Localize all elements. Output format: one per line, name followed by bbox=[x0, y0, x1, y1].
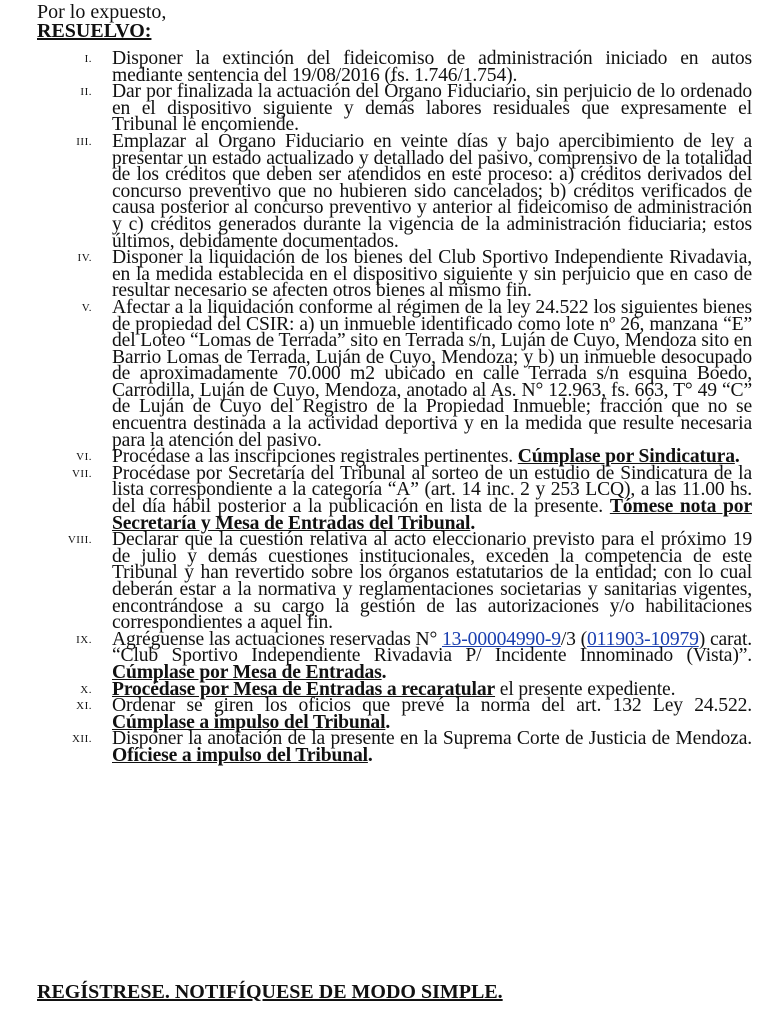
resolution-item-11 bbox=[0, 695, 752, 733]
item-text: Emplazar al Órgano Fiduciario en veinte días y bajo apercibimiento de ley a presentar un estado actualizado y detallado del pasivo, comprensivo de la totalidad de los créditos que deben ser atendidos en este proceso: a) créditos derivados del concurso preventivo que no hubieren sido cancelados; b) créditos verificados de causa posterior al concurso preventivo y anterior al fideicomiso de administración y c) créditos generados durante la vigencia de la administración fiduciaria; estos últimos, debidamente documentados. bbox=[112, 130, 752, 252]
item-number: XII. bbox=[71, 733, 92, 746]
item-emphasis-end: . bbox=[470, 512, 476, 534]
item-text: Procédase a las inscripciones registrales pertinentes. bbox=[112, 446, 514, 468]
item-text-mid: /3 ( bbox=[560, 628, 587, 650]
item-emphasis-end: . bbox=[381, 661, 387, 683]
resolution-item-1 bbox=[0, 48, 752, 86]
item-emphasis: Cúmplase por Mesa de Entradas bbox=[112, 661, 382, 683]
item-text: el presente expediente. bbox=[499, 678, 676, 700]
item-emphasis: Cúmplase por Sindicatura bbox=[517, 446, 735, 468]
item-number: VII. bbox=[71, 467, 92, 480]
item-text: Disponer la liquidación de los bienes del Club Sportivo Independiente Rivadavia, en la medida establecida en el dispositivo siguiente y sin perjuicio que en caso de resultar necesario se afecten otros bienes al mismo fin. bbox=[112, 247, 752, 302]
item-text: Declarar que la cuestión relativa al acto eleccionario previsto para el próximo 19 de julio y demás cuestiones institucionales, exceden la competencia de este Tribunal y han revertido sobre los órganos estatutarios de la entidad; con lo cual deberán estar a la normativa y reglamentaciones societarias y sanitarias vigentes, encontrándose a su cargo la gestión de las autorizaciones y/o habilitaciones correspondientes a aquel fin. bbox=[112, 529, 752, 634]
closing-order: REGÍSTRESE. NOTIFÍQUESE DE MODO SIMPLE. bbox=[37, 981, 503, 1003]
case-link-1[interactable]: 13-00004990-9 bbox=[442, 628, 561, 650]
item-text: Disponer la anotación de la presente en la Suprema Corte de Justicia de Mendoza. bbox=[112, 728, 752, 750]
resolution-item-7 bbox=[0, 462, 752, 534]
item-number: IV. bbox=[77, 252, 92, 265]
resolution-item-4 bbox=[0, 247, 752, 302]
item-text-post: ) carat. “Club Sportivo Independiente Rivadavia P/ Incidente Innominado (Vista)”. bbox=[112, 628, 752, 667]
item-emphasis: Procédase por Mesa de Entradas a recaratular bbox=[112, 678, 496, 700]
item-emphasis: Cúmplase a impulso del Tribunal bbox=[112, 711, 386, 733]
item-text: Dar por finalizada la actuación del Órgano Fiduciario, sin perjuicio de lo ordenado en el dispositivo siguiente y demás labores residuales que expresamente el Tribunal le encomiende. bbox=[112, 81, 752, 136]
item-text: Agréguense las actuaciones reservadas N° bbox=[112, 628, 438, 650]
item-text: Disponer la extinción del fideicomiso de administración iniciado en autos mediante sentencia del 19/08/2016 (fs. 1.746/1.754). bbox=[112, 48, 752, 86]
resolution-list bbox=[0, 48, 768, 766]
item-number: III. bbox=[76, 135, 92, 148]
item-number: XI. bbox=[76, 700, 92, 713]
item-emphasis-end: . bbox=[367, 744, 373, 766]
item-number: I. bbox=[84, 53, 92, 65]
item-text: Ordenar se giren los oficios que prevé la norma del art. 132 Ley 24.522. bbox=[112, 695, 752, 717]
resolution-item-3 bbox=[0, 130, 752, 252]
item-number: X. bbox=[80, 683, 92, 696]
resolution-item-9 bbox=[0, 628, 752, 683]
item-text: Procédase por Secretaría del Tribunal al sorteo de un estudio de Sindicatura de la lista correspondiente a la categoría “A” (art. 14 inc. 2 y 253 LCQ), a las 11.00 hs. del día hábil posterior a la publicación en lista de la presente. bbox=[112, 462, 752, 518]
item-number: VIII. bbox=[67, 534, 92, 547]
item-emphasis: Ofíciese a impulso del Tribunal bbox=[112, 744, 368, 766]
item-number: V. bbox=[81, 301, 92, 314]
resolution-item-8 bbox=[0, 529, 752, 634]
case-link-2[interactable]: 011903-10979 bbox=[587, 628, 699, 650]
item-text: Afectar a la liquidación conforme al régimen de la ley 24.522 los siguientes bienes de propiedad del CSIR: a) un inmueble identificado como lote nº 26, manzana “E” del Loteo “Lomas de Terrada” sito en Terrada s/n, Luján de Cuyo, Mendoza sito en Barrio Lomas de Terrada, Luján de Cuyo, Mendoza; y b) un inmueble desocupado de aproximadamente 70.000 m2 ubicado en calle Terrada s/n esquina Boedo, Carrodilla, Luján de Cuyo, Mendoza, anotado al As. N° 12.963, fs. 663, T° 49 “C” de Luján de Cuyo del Registro de la Propiedad Inmueble; fracción que no se encuentra destinada a la actividad deportiva y en la medida que resulte necesaria para la atención del pasivo. bbox=[112, 296, 752, 451]
item-emphasis: Tómese nota por Secretaría y Mesa de Entradas del Tribunal bbox=[112, 496, 752, 534]
item-number: VI. bbox=[76, 451, 92, 464]
resolution-item-12 bbox=[0, 728, 752, 766]
item-emphasis-end: . bbox=[385, 711, 391, 733]
item-number: IX. bbox=[76, 633, 92, 646]
item-number: II. bbox=[80, 86, 92, 99]
item-emphasis-end: . bbox=[734, 446, 740, 468]
resuelvo-heading: RESUELVO: bbox=[37, 20, 152, 42]
resolution-item-2 bbox=[0, 81, 752, 136]
resolution-item-5 bbox=[0, 296, 752, 451]
intro-text: Por lo expuesto, bbox=[37, 1, 167, 23]
